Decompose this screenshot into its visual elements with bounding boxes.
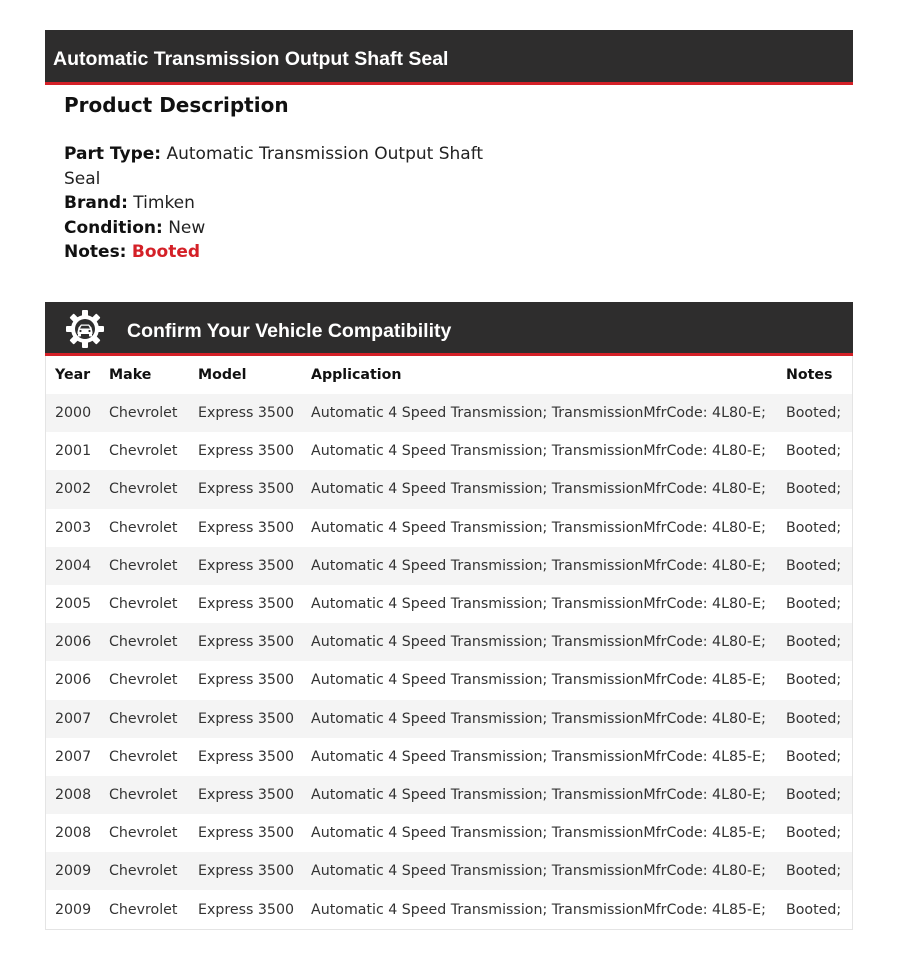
cell-make: Chevrolet (100, 623, 189, 661)
product-description (64, 90, 484, 265)
cell-make: Chevrolet (100, 470, 189, 508)
part-type-label: Part Type: (64, 144, 162, 164)
table-header-row (46, 356, 852, 394)
column-header-model: Model (189, 356, 302, 394)
brand-label: Brand: (64, 193, 128, 214)
cell-model: Express 3500 (189, 623, 302, 661)
table-row (46, 814, 852, 852)
notes-label: Notes: (64, 242, 127, 263)
cell-model: Express 3500 (189, 776, 302, 814)
cell-model: Express 3500 (189, 470, 302, 508)
cell-application: Automatic 4 Speed Transmission; TransmissionMfrCode: 4L80-E; (302, 700, 777, 738)
cell-application: Automatic 4 Speed Transmission; TransmissionMfrCode: 4L80-E; (302, 547, 777, 585)
cell-application: Automatic 4 Speed Transmission; TransmissionMfrCode: 4L80-E; (311, 443, 766, 460)
cell-year: 2008 (46, 776, 100, 814)
cell-notes: Booted; (786, 672, 842, 689)
cell-application: Automatic 4 Speed Transmission; TransmissionMfrCode: 4L85-E; (311, 825, 766, 842)
cell-make: Chevrolet (109, 672, 178, 689)
cell-year: 2006 (55, 672, 92, 689)
cell-notes: Booted; (786, 748, 842, 765)
cell-model: Express 3500 (198, 748, 295, 765)
table-row (46, 585, 852, 623)
cell-model: Express 3500 (189, 547, 302, 585)
cell-notes: Booted; (777, 623, 852, 661)
column-header-application: Application (302, 356, 777, 394)
table-row (46, 432, 852, 470)
cell-make: Chevrolet (109, 596, 178, 613)
cell-application: Automatic 4 Speed Transmission; TransmissionMfrCode: 4L80-E; (302, 470, 777, 508)
cell-model: Express 3500 (198, 901, 295, 918)
cell-model: Express 3500 (198, 596, 295, 613)
table-row (46, 394, 852, 432)
cell-make: Chevrolet (109, 901, 178, 918)
notes-value: Booted (131, 242, 201, 263)
cell-make: Chevrolet (100, 394, 189, 432)
cell-application: Automatic 4 Speed Transmission; TransmissionMfrCode: 4L80-E; (311, 596, 766, 613)
cell-application: Automatic 4 Speed Transmission; TransmissionMfrCode: 4L80-E; (302, 623, 777, 661)
cell-year: 2009 (46, 852, 100, 890)
cell-notes: Booted; (786, 825, 842, 842)
cell-notes: Booted; (777, 547, 852, 585)
part-type-value: Automatic Transmission Output Shaft Seal (64, 144, 484, 189)
table-row (46, 547, 852, 585)
compatibility-table-body (46, 394, 852, 929)
cell-notes: Booted; (786, 901, 842, 918)
compatibility-header (45, 302, 853, 356)
cell-year: 2000 (46, 394, 100, 432)
cell-model: Express 3500 (198, 672, 295, 689)
cell-application: Automatic 4 Speed Transmission; TransmissionMfrCode: 4L80-E; (302, 394, 777, 432)
table-row (46, 509, 852, 547)
cell-notes: Booted; (777, 776, 852, 814)
table-row (46, 738, 852, 776)
column-header-year: Year (46, 356, 100, 394)
cell-make: Chevrolet (109, 443, 178, 460)
cell-application: Automatic 4 Speed Transmission; TransmissionMfrCode: 4L85-E; (311, 748, 766, 765)
cell-notes: Booted; (777, 852, 852, 890)
cell-notes: Booted; (777, 394, 852, 432)
cell-make: Chevrolet (109, 519, 178, 536)
cell-make: Chevrolet (100, 852, 189, 890)
table-row (46, 852, 852, 890)
gear-car-icon (65, 309, 105, 349)
table-row (46, 470, 852, 508)
column-header-make: Make (100, 356, 189, 394)
cell-application: Automatic 4 Speed Transmission; TransmissionMfrCode: 4L85-E; (311, 672, 766, 689)
cell-year: 2009 (55, 901, 92, 918)
notes-line (64, 240, 484, 265)
description-details (64, 142, 484, 265)
condition-label: Condition: (64, 217, 163, 238)
cell-year: 2004 (46, 547, 100, 585)
cell-model: Express 3500 (198, 825, 295, 842)
part-type-line (64, 142, 484, 191)
table-row (46, 661, 852, 699)
cell-year: 2007 (46, 700, 100, 738)
cell-notes: Booted; (786, 596, 842, 613)
cell-notes: Booted; (777, 470, 852, 508)
cell-model: Express 3500 (189, 852, 302, 890)
table-row (46, 890, 852, 928)
cell-make: Chevrolet (109, 825, 178, 842)
column-header-notes: Notes (777, 356, 852, 394)
cell-year: 2008 (55, 825, 92, 842)
cell-year: 2005 (55, 596, 92, 613)
cell-year: 2003 (55, 519, 92, 536)
cell-make: Chevrolet (109, 748, 178, 765)
cell-application: Automatic 4 Speed Transmission; TransmissionMfrCode: 4L80-E; (302, 776, 777, 814)
table-row (46, 623, 852, 661)
condition-line (64, 216, 484, 241)
description-heading: Product Description (64, 93, 289, 117)
cell-application: Automatic 4 Speed Transmission; TransmissionMfrCode: 4L85-E; (311, 901, 766, 918)
cell-make: Chevrolet (100, 547, 189, 585)
cell-year: 2007 (55, 748, 92, 765)
compatibility-heading: Confirm Your Vehicle Compatibility (127, 320, 452, 342)
compatibility-table (46, 356, 852, 929)
table-row (46, 700, 852, 738)
product-title: Automatic Transmission Output Shaft Seal (53, 48, 449, 70)
cell-year: 2006 (46, 623, 100, 661)
cell-application: Automatic 4 Speed Transmission; TransmissionMfrCode: 4L80-E; (302, 852, 777, 890)
cell-application: Automatic 4 Speed Transmission; TransmissionMfrCode: 4L80-E; (311, 519, 766, 536)
product-title-bar (45, 30, 853, 85)
condition-value: New (168, 217, 206, 238)
cell-make: Chevrolet (100, 700, 189, 738)
cell-model: Express 3500 (198, 443, 295, 460)
brand-line (64, 191, 484, 216)
cell-notes: Booted; (786, 519, 842, 536)
table-row (46, 776, 852, 814)
cell-notes: Booted; (786, 443, 842, 460)
cell-make: Chevrolet (100, 776, 189, 814)
cell-notes: Booted; (777, 700, 852, 738)
cell-model: Express 3500 (189, 394, 302, 432)
cell-year: 2001 (55, 443, 92, 460)
compatibility-table-container (45, 356, 853, 930)
cell-year: 2002 (46, 470, 100, 508)
brand-value: Timken (133, 193, 195, 214)
cell-model: Express 3500 (198, 519, 295, 536)
cell-model: Express 3500 (189, 700, 302, 738)
